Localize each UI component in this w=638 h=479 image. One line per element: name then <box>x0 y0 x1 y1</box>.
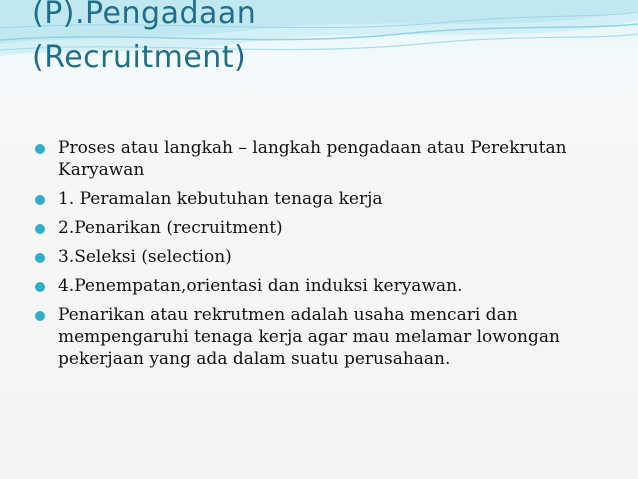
bullet-icon <box>35 311 45 321</box>
bullet-text: 1. Peramalan kebutuhan tenaga kerja <box>58 189 383 209</box>
bullet-text: Proses atau langkah – langkah pengadaan atau Perekrutan Karyawan <box>58 138 567 180</box>
slide-title-line1: (P).Pengadaan <box>32 0 257 31</box>
slide-title <box>32 0 256 80</box>
bullet-icon <box>35 195 45 205</box>
bullet-text: 4.Penempatan,orientasi dan induksi keryawan. <box>58 276 463 296</box>
bullet-icon <box>35 144 45 154</box>
bullet-text: Penarikan atau rekrutmen adalah usaha mencari dan mempengaruhi tenaga kerja agar mau melamar lowongan pekerjaan yang ada dalam suatu perusahaan. <box>58 305 560 369</box>
bullet-item <box>34 217 614 239</box>
bullet-item <box>34 246 614 268</box>
bullet-item <box>34 275 614 297</box>
bullet-item <box>34 304 614 370</box>
slide-title-line2: (Recruitment) <box>32 40 247 75</box>
bullet-text: 3.Seleksi (selection) <box>58 247 232 267</box>
bullet-text: 2.Penarikan (recruitment) <box>58 218 283 238</box>
bullet-item <box>34 188 614 210</box>
bullet-item <box>34 137 614 181</box>
bullet-icon <box>35 224 45 234</box>
bullet-icon <box>35 253 45 263</box>
bullet-list <box>34 137 614 377</box>
bullet-icon <box>35 282 45 292</box>
